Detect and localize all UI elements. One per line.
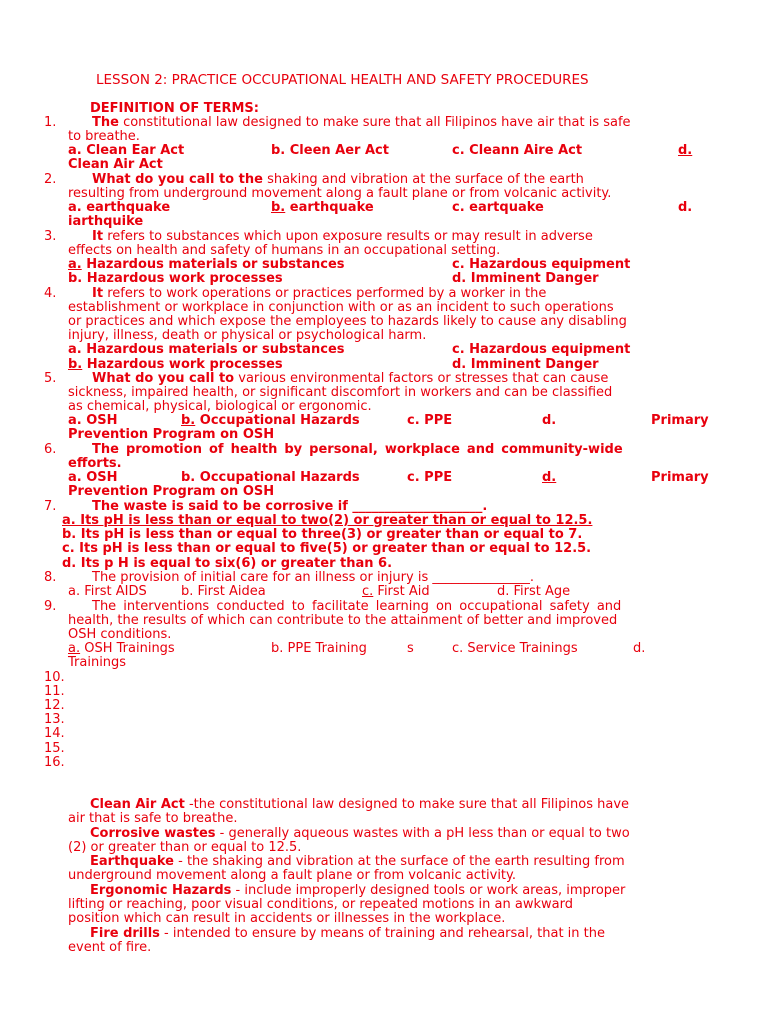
choice-d: d. [542, 413, 557, 428]
question-lead: It [92, 229, 104, 244]
glossary-term: Ergonomic Hazards [90, 883, 232, 898]
question-text: refers to work operations or practices performed by a worker in the [103, 286, 547, 301]
choice-b-letter: b. [68, 357, 83, 372]
choice-c: c. Its pH is less than or equal to five(5) or greater than or equal to 12.5. [62, 541, 592, 556]
choice-c-letter: c. [362, 584, 374, 599]
question-lead: What do you call to the [92, 172, 263, 187]
choice-c: c. Service Trainings [452, 641, 578, 656]
glossary-definition: - intended to ensure by means of training and rehearsal, that in the [159, 926, 605, 941]
question-number: 12. [44, 698, 65, 713]
choice-a: a. Clean Ear Act [68, 143, 185, 158]
choice-d-text: Trainings [68, 655, 127, 670]
choice-c: c. eartquake [452, 200, 544, 215]
glossary-term: Earthquake [90, 854, 174, 869]
question-text: refers to substances which upon exposure results or may result in adverse [103, 229, 593, 244]
question-number: 1. [44, 115, 57, 130]
choice-b: b. Cleen Aer Act [271, 143, 389, 158]
question-number: 14. [44, 726, 65, 741]
question-text-cont: effects on health and safety of humans in an occupational setting. [68, 243, 501, 258]
choice-b: b. First Aidea [181, 584, 266, 599]
question-number: 4. [44, 286, 57, 301]
question-number: 11. [44, 684, 65, 699]
definition-heading: DEFINITION OF TERMS: [90, 101, 259, 116]
question-lead: It [92, 286, 104, 301]
question-number: 9. [44, 599, 57, 614]
question-text-cont: to breathe. [68, 129, 140, 144]
choice-c: c. Hazardous equipment [452, 342, 631, 357]
question-text-cont: establishment or workplace in conjunction with or as an incident to such operations [68, 300, 614, 315]
choice-a: a. earthquake [68, 200, 171, 215]
glossary-term: Fire drills [90, 926, 160, 941]
lesson-title: LESSON 2: PRACTICE OCCUPATIONAL HEALTH AND SAFETY PROCEDURES [96, 72, 589, 88]
glossary-definition: - generally aqueous wastes with a pH less than or equal to two [215, 826, 630, 841]
question-text-cont: as chemical, physical, biological or ergonomic. [68, 399, 372, 414]
glossary-definition-cont: lifting or reaching, poor visual conditions, or repeated motions in an awkward [68, 897, 573, 912]
choice-b: b. Hazardous work processes [68, 271, 283, 286]
choice-d: d. [633, 641, 646, 656]
choice-c: c. Cleann Aire Act [452, 143, 583, 158]
choice-d: d. [542, 470, 557, 485]
choice-d-text: Primary [651, 470, 709, 485]
choice-d: d. Its p H is equal to six(6) or greater than 6. [62, 556, 393, 571]
question-text-cont: or practices and which expose the employees to hazards likely to cause any disabling [68, 314, 627, 329]
choice-d: d. Imminent Danger [452, 357, 599, 372]
choice-a: a. OSH [68, 470, 118, 485]
question-text: The interventions conducted to facilitate learning on occupational safety and [92, 599, 622, 614]
glossary-definition: -the constitutional law designed to make sure that all Filipinos have [184, 797, 630, 812]
question-text: The waste is said to be corrosive if ____________________. [92, 499, 488, 514]
question-text: constitutional law designed to make sure that all Filipinos have air that is safe [118, 115, 631, 130]
choice-a-letter: a. [68, 641, 81, 656]
question-number: 7. [44, 499, 57, 514]
choice-d-text-cont: Prevention Program on OSH [68, 484, 275, 499]
glossary-definition: - the shaking and vibration at the surface of the earth resulting from [173, 854, 625, 869]
question-number: 10. [44, 670, 65, 685]
choice-d: d. First Age [497, 584, 571, 599]
question-number: 13. [44, 712, 65, 727]
glossary-definition-cont: air that is safe to breathe. [68, 811, 238, 826]
question-text-cont: resulting from underground movement along a fault plane or from volcanic activity. [68, 186, 612, 201]
choice-d: d. Imminent Danger [452, 271, 599, 286]
choice-c: c. PPE [407, 470, 453, 485]
question-text-cont: OSH conditions. [68, 627, 172, 642]
question-text: various environmental factors or stresses that can cause [234, 371, 609, 386]
choice-a: a. Hazardous materials or substances [68, 342, 345, 357]
glossary-definition-cont: position which can result in accidents or illnesses in the workplace. [68, 911, 506, 926]
choice-b: earthquake [285, 200, 374, 215]
question-number: 15. [44, 741, 65, 756]
question-text: The provision of initial care for an illness or injury is _______________. [92, 570, 534, 585]
choice-d-text: Clean Air Act [68, 157, 163, 172]
question-lead: The [92, 115, 119, 130]
choice-c: First Aid [373, 584, 430, 599]
question-number: 2. [44, 172, 57, 187]
glossary-definition-cont: underground movement along a fault plane or from volcanic activity. [68, 868, 517, 883]
choice-d: d. [678, 200, 693, 215]
question-text-cont: health, the results of which can contribute to the attainment of better and improved [68, 613, 618, 628]
question-number: 8. [44, 570, 57, 585]
choice-b: Occupational Hazards [195, 413, 360, 428]
question-number: 3. [44, 229, 57, 244]
question-lead: What do you call to [92, 371, 235, 386]
choice-d-text: iarthquike [68, 214, 144, 229]
choice-a: a. First AIDS [68, 584, 147, 599]
question-number: 16. [44, 755, 65, 770]
question-text: The promotion of health by personal, workplace and community-wide [92, 442, 623, 457]
choice-d-text: Primary [651, 413, 709, 428]
choice-b: Hazardous work processes [82, 357, 283, 372]
choice-d: d. [678, 143, 693, 158]
question-number: 5. [44, 371, 57, 386]
choice-d-text-cont: Prevention Program on OSH [68, 427, 275, 442]
glossary-definition-cont: (2) or greater than or equal to 12.5. [68, 840, 302, 855]
choice-b: b. Occupational Hazards [181, 470, 360, 485]
choice-c: c. PPE [407, 413, 453, 428]
question-text-cont: sickness, impaired health, or significant discomfort in workers and can be classified [68, 385, 613, 400]
choice-b: b. PPE Training [271, 641, 367, 656]
choice-a-letter: a. [68, 257, 82, 272]
choice-a: Hazardous materials or substances [81, 257, 345, 272]
question-text: shaking and vibration at the surface of the earth [262, 172, 584, 187]
glossary-definition-cont: event of fire. [68, 940, 152, 955]
choice-c: c. Hazardous equipment [452, 257, 631, 272]
choice-b: b. Its pH is less than or equal to three(3) or greater than or equal to 7. [62, 527, 583, 542]
choice-b-suffix: s [407, 641, 414, 656]
question-number: 6. [44, 442, 57, 457]
choice-a: a. Its pH is less than or equal to two(2) or greater than or equal to 12.5. [62, 513, 593, 528]
choice-a: a. OSH [68, 413, 118, 428]
choice-b-letter: b. [271, 200, 286, 215]
glossary-term: Corrosive wastes [90, 826, 216, 841]
glossary-term: Clean Air Act [90, 797, 185, 812]
glossary-definition: - include improperly designed tools or work areas, improper [231, 883, 626, 898]
question-text-cont: injury, illness, death or physical or psychological harm. [68, 328, 427, 343]
question-text-cont: efforts. [68, 456, 122, 471]
choice-a: OSH Trainings [80, 641, 175, 656]
choice-b-letter: b. [181, 413, 196, 428]
